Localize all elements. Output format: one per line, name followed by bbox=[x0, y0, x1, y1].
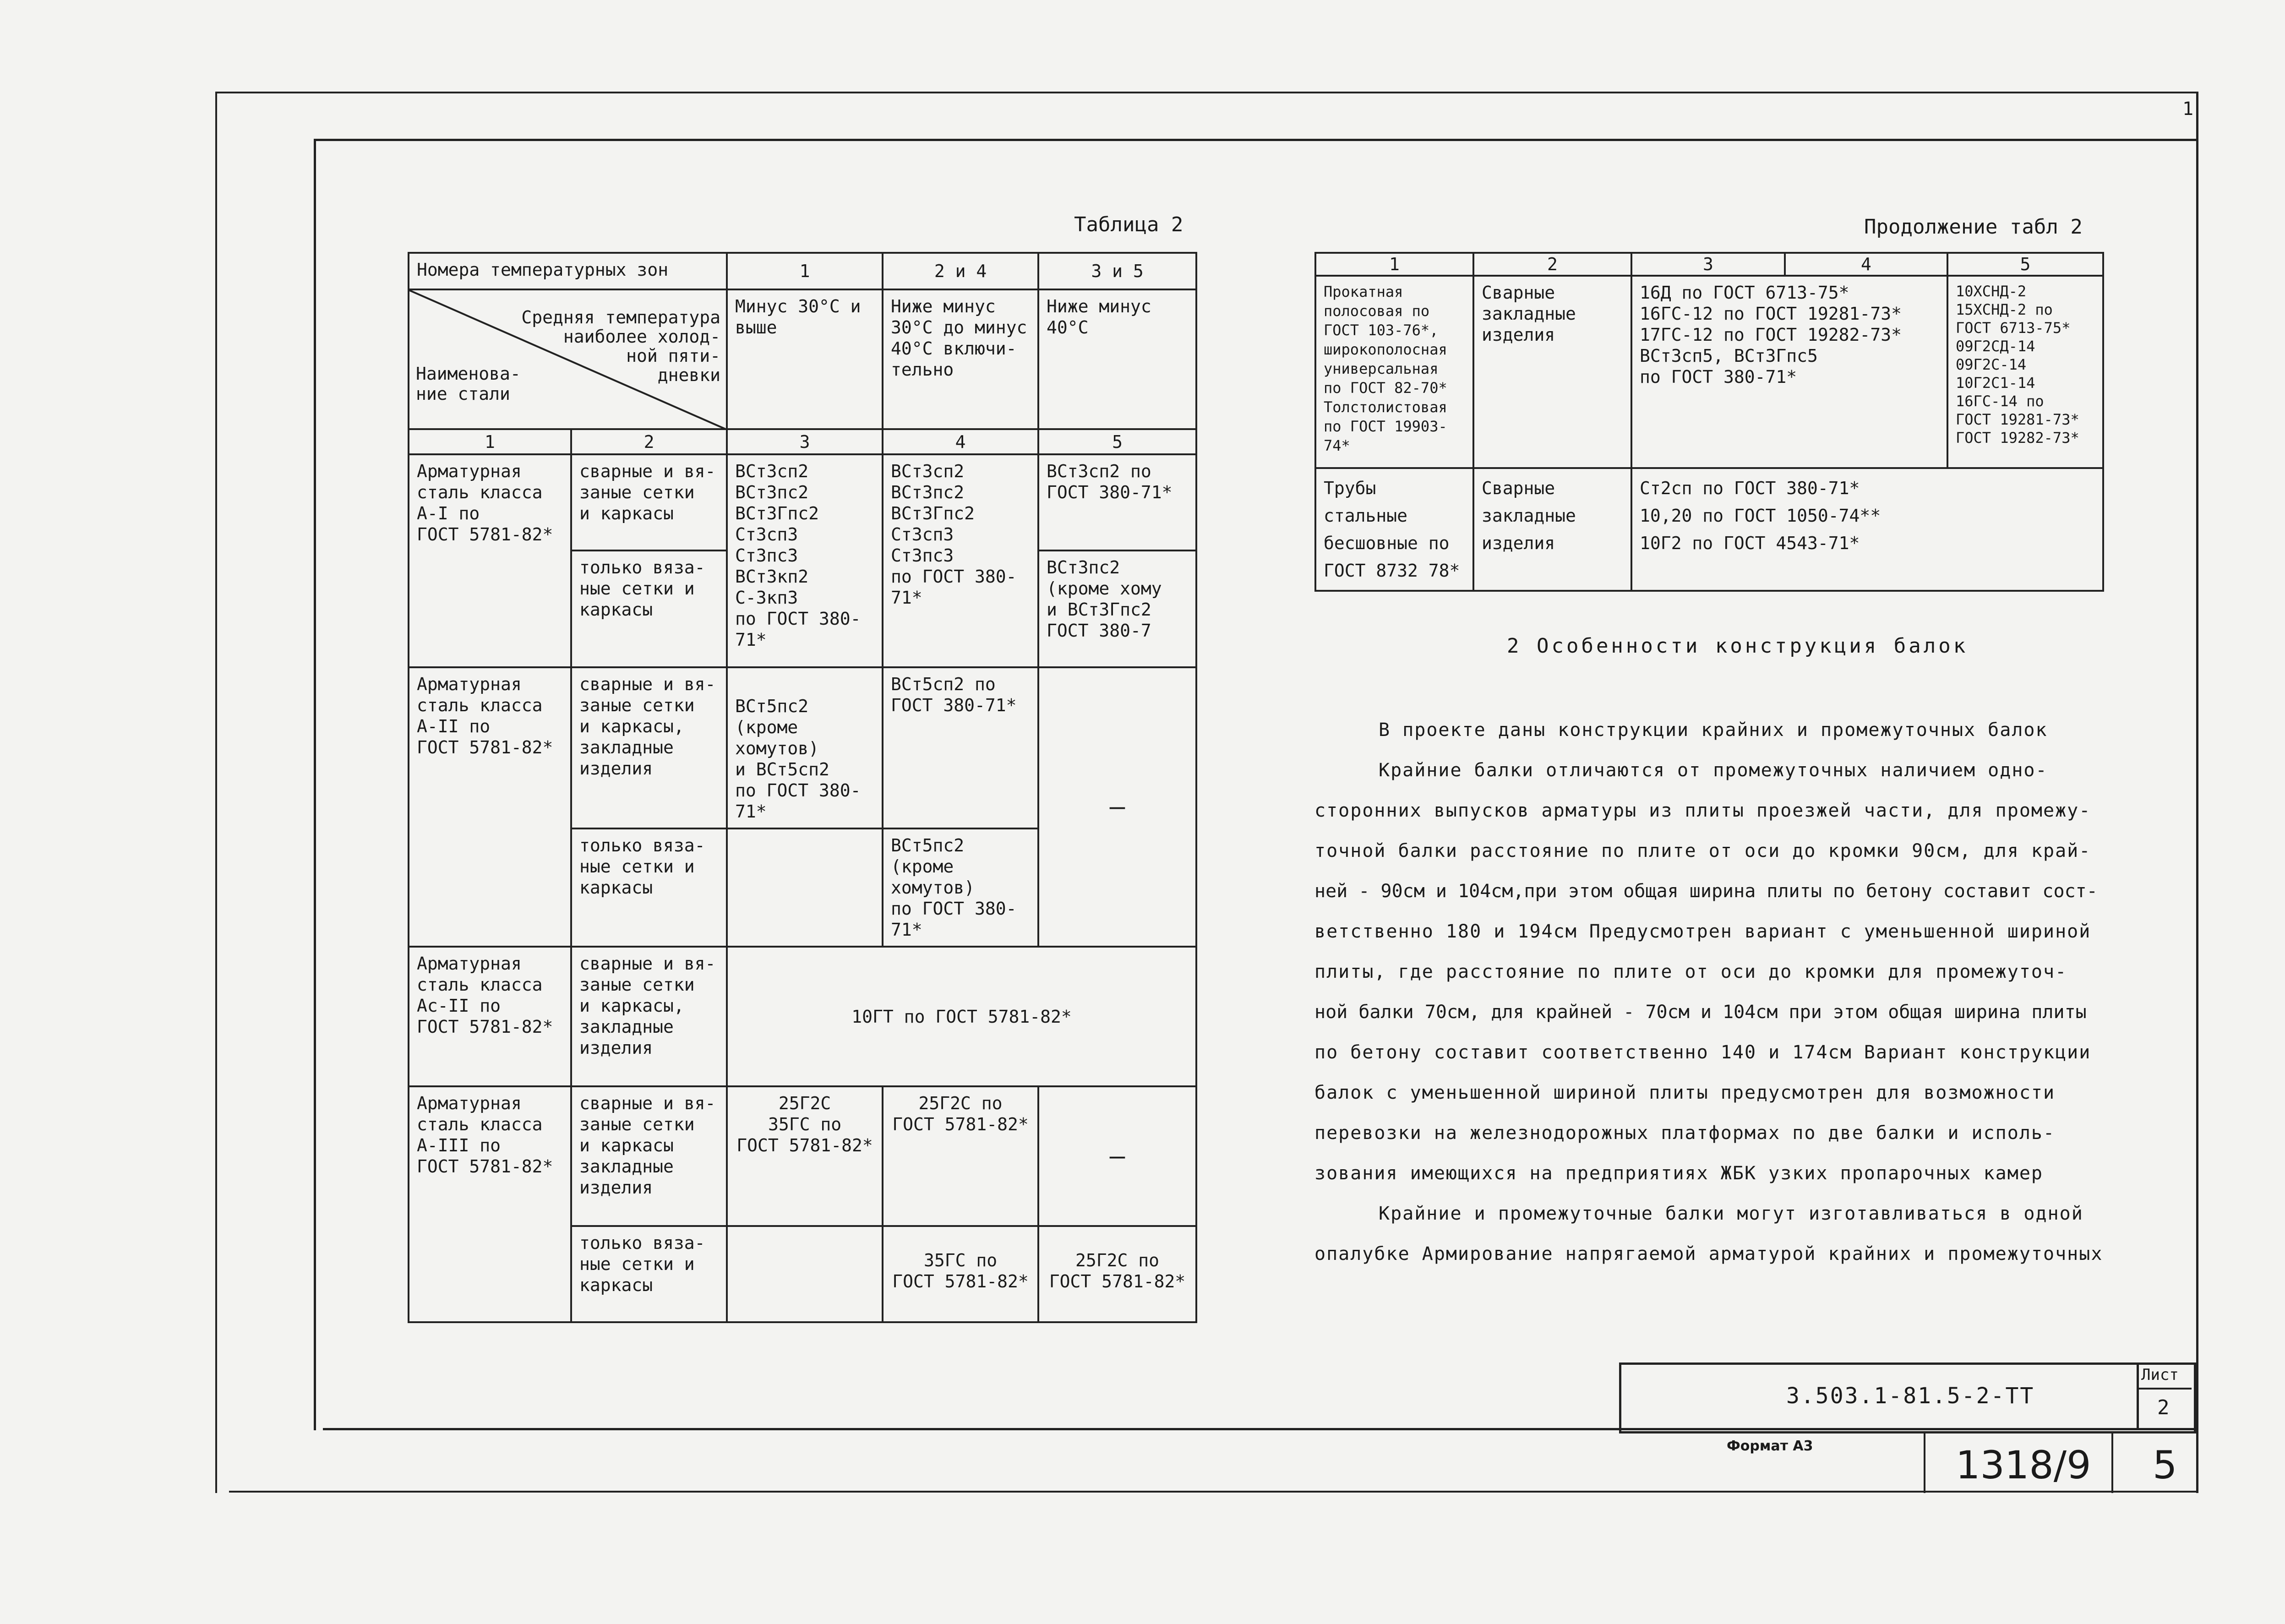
inv-box-left bbox=[1924, 1431, 1925, 1493]
doc-code: 3.503.1-81.5-2-ТТ bbox=[1786, 1383, 2035, 1409]
a2-zone3: — bbox=[1038, 667, 1196, 947]
cont-r2-c2: Сварные закладные изделия bbox=[1473, 468, 1631, 591]
inv-box-divider bbox=[2111, 1431, 2113, 1493]
inner-frame-top bbox=[314, 139, 2198, 141]
section-line-4: точной балки расстояние по плите от оси до кромки 90см, для край- bbox=[1314, 840, 2091, 861]
a3-zone3-welded: — bbox=[1038, 1086, 1196, 1226]
cont-colnum-1: 1 bbox=[1315, 253, 1473, 276]
zone-header: Номера температурных зон bbox=[409, 253, 727, 289]
section-line-1: В проекте даны конструкции крайних и промежуточных балок bbox=[1379, 719, 2048, 741]
a3-zone1: 25Г2С 35ГС по ГОСТ 5781-82* bbox=[727, 1086, 883, 1226]
steel-a1: Арматурная сталь класса А-I по ГОСТ 5781-82* bbox=[409, 454, 571, 667]
colnum-1: 1 bbox=[409, 429, 571, 454]
a3-zone2-welded: 25Г2С по ГОСТ 5781-82* bbox=[883, 1086, 1038, 1226]
type-a3-welded: сварные и вя- заные сетки и каркасы закладные изделия bbox=[571, 1086, 727, 1226]
a2-zone2-tied: ВСт5пс2 (кроме хомутов) по ГОСТ 380-71* bbox=[883, 828, 1038, 947]
diag-bottom-text: Наименова- ние стали bbox=[416, 364, 521, 404]
section-line-12: зования имеющихся на предприятиях ЖБК узких пропарочных камер bbox=[1314, 1163, 2044, 1184]
cont-r1-c5: 10ХСНД-2 15ХСНД-2 по ГОСТ 6713-75* 09Г2СД-14 09Г2С-14 10Г2С1-14 16ГС-14 по ГОСТ 19281-73* ГОСТ 19282-73* bbox=[1947, 276, 2103, 468]
a1-zone3-tied: ВСт3пс2 (кроме хому и ВСт3Гпс2 ГОСТ 380-7 bbox=[1038, 550, 1196, 667]
table2-caption: Таблица 2 bbox=[1074, 213, 1183, 236]
section-line-10: балок с уменьшенной шириной плиты предусмотрен для возможности bbox=[1314, 1082, 2056, 1103]
a2-zone1-tied-empty bbox=[727, 828, 883, 947]
zone-2-desc: Ниже минус 30°С до минус 40°С включи- тельно bbox=[883, 289, 1038, 429]
colnum-2: 2 bbox=[571, 429, 727, 454]
sheet-label: Лист bbox=[2141, 1366, 2179, 1384]
inventory-number: 1318/9 bbox=[1956, 1443, 2091, 1488]
cont-r1-c1: Прокатная полосовая по ГОСТ 103-76*, широкополосная универсальная по ГОСТ 82-70* Толстолистовая по ГОСТ 19903-74* bbox=[1315, 276, 1473, 468]
ac2-all-zones: 10ГТ по ГОСТ 5781-82* bbox=[727, 947, 1196, 1086]
type-a1-tied: только вяза- ные сетки и каркасы bbox=[571, 550, 727, 667]
table2-continuation bbox=[1314, 252, 2104, 592]
section-line-7: плиты, где расстояние по плите от оси до кромки для промежуточ- bbox=[1314, 961, 2067, 982]
a2-zone2-welded: ВСт5сп2 по ГОСТ 380-71* bbox=[883, 667, 1038, 828]
cont-r1-c34: 16Д по ГОСТ 6713-75* 16ГС-12 по ГОСТ 19281-73* 17ГС-12 по ГОСТ 19282-73* ВСт3сп5, ВСт3Гпс5 по ГОСТ 380-71* bbox=[1631, 276, 1947, 468]
section-line-8: ной балки 70см, для крайней - 70см и 104см при этом общая ширина плиты bbox=[1314, 1002, 2087, 1023]
table2cont-caption: Продолжение табл 2 bbox=[1864, 215, 2083, 239]
colnum-3: 3 bbox=[727, 429, 883, 454]
title-block-divider bbox=[2137, 1362, 2139, 1429]
cont-r2-c345: Ст2сп по ГОСТ 380-71* 10,20 по ГОСТ 1050-74** 10Г2 по ГОСТ 4543-71* bbox=[1631, 468, 2103, 591]
type-a3-tied: только вяза- ные сетки и каркасы bbox=[571, 1226, 727, 1322]
zone-1: 1 bbox=[727, 253, 883, 289]
inner-frame-left bbox=[314, 139, 316, 1430]
section-line-13: Крайние и промежуточные балки могут изготавливаться в одной bbox=[1379, 1203, 2083, 1224]
a2-zone1: ВСт5пс2 (кроме хомутов) и ВСт5сп2 по ГОСТ 380-71* bbox=[727, 667, 883, 828]
a3-zone3-tied: 25Г2С по ГОСТ 5781-82* bbox=[1038, 1226, 1196, 1322]
diag-top-text: Средняя температура наиболее холод- ной пяти- дневки bbox=[521, 307, 721, 385]
title-block-sheet-divider bbox=[2137, 1388, 2192, 1390]
a3-zone2-tied: 35ГС по ГОСТ 5781-82* bbox=[883, 1226, 1038, 1322]
section-line-14: опалубке Армирование напрягаемой арматурой крайних и промежуточных bbox=[1314, 1243, 2103, 1264]
cont-r1-c2: Сварные закладные изделия bbox=[1473, 276, 1631, 468]
outer-frame-top bbox=[215, 92, 2198, 93]
type-ac2: сварные и вя- заные сетки и каркасы, закладные изделия bbox=[571, 947, 727, 1086]
section-heading: 2 Особенности конструкция балок bbox=[1507, 634, 1969, 658]
type-a2-tied: только вяза- ные сетки и каркасы bbox=[571, 828, 727, 947]
steel-ac2: Арматурная сталь класса Ас-II по ГОСТ 5781-82* bbox=[409, 947, 571, 1086]
zone-1-desc: Минус 30°С и выше bbox=[727, 289, 883, 429]
cont-r2-c1: Трубы стальные бесшовные по ГОСТ 8732 78* bbox=[1315, 468, 1473, 591]
section-line-3: сторонних выпусков арматуры из плиты проезжей части, для промежу- bbox=[1314, 800, 2091, 821]
type-a2-welded: сварные и вя- заные сетки и каркасы, закладные изделия bbox=[571, 667, 727, 828]
format-label: Формат А3 bbox=[1727, 1438, 1813, 1454]
zone-3: 3 и 5 bbox=[1038, 253, 1196, 289]
zone-3-desc: Ниже минус 40°С bbox=[1038, 289, 1196, 429]
colnum-5: 5 bbox=[1038, 429, 1196, 454]
zone-2: 2 и 4 bbox=[883, 253, 1038, 289]
colnum-4: 4 bbox=[883, 429, 1038, 454]
cont-colnum-5: 5 bbox=[1947, 253, 2103, 276]
cont-colnum-2: 2 bbox=[1473, 253, 1631, 276]
a3-zone1-tied-empty bbox=[727, 1226, 883, 1322]
cont-colnum-3: 3 bbox=[1631, 253, 1785, 276]
cont-colnum-4: 4 bbox=[1785, 253, 1947, 276]
a1-zone2: ВСт3сп2 ВСт3пс2 ВСт3Гпс2 Ст3сп3 Ст3пс3 по ГОСТ 380-71* bbox=[883, 454, 1038, 667]
section-line-2: Крайние балки отличаются от промежуточных наличием одно- bbox=[1379, 760, 2048, 781]
section-line-11: перевозки на железнодорожных платформах по две балки и исполь- bbox=[1314, 1123, 2056, 1144]
steel-a3: Арматурная сталь класса А-III по ГОСТ 5781-82* bbox=[409, 1086, 571, 1322]
page-number: 5 bbox=[2153, 1443, 2177, 1488]
a1-zone1: ВСт3сп2 ВСт3пс2 ВСт3Гпс2 Ст3сп3 Ст3пс3 ВСт3кп2 С-3кп3 по ГОСТ 380-71* bbox=[727, 454, 883, 667]
table2 bbox=[408, 252, 1197, 1323]
section-line-9: по бетону составит соответственно 140 и 174см Вариант конструкции bbox=[1314, 1042, 2091, 1063]
type-a1-welded: сварные и вя- заные сетки и каркасы bbox=[571, 454, 727, 550]
sheet-number: 2 bbox=[2157, 1396, 2170, 1419]
corner-mark: 1 bbox=[2182, 98, 2194, 120]
section-line-6: ветственно 180 и 194см Предусмотрен вариант с уменьшенной шириной bbox=[1314, 921, 2091, 942]
outer-frame-bottom bbox=[229, 1491, 2198, 1493]
section-line-5: ней - 90см и 104см,при этом общая ширина плиты по бетону составит сост- bbox=[1314, 881, 2098, 902]
inner-frame-right bbox=[2196, 92, 2198, 1493]
outer-frame-left bbox=[215, 92, 217, 1493]
steel-a2: Арматурная сталь класса А-II по ГОСТ 5781-82* bbox=[409, 667, 571, 947]
a1-zone3-welded: ВСт3сп2 по ГОСТ 380-71* bbox=[1038, 454, 1196, 550]
diagonal-header-cell bbox=[409, 289, 727, 429]
